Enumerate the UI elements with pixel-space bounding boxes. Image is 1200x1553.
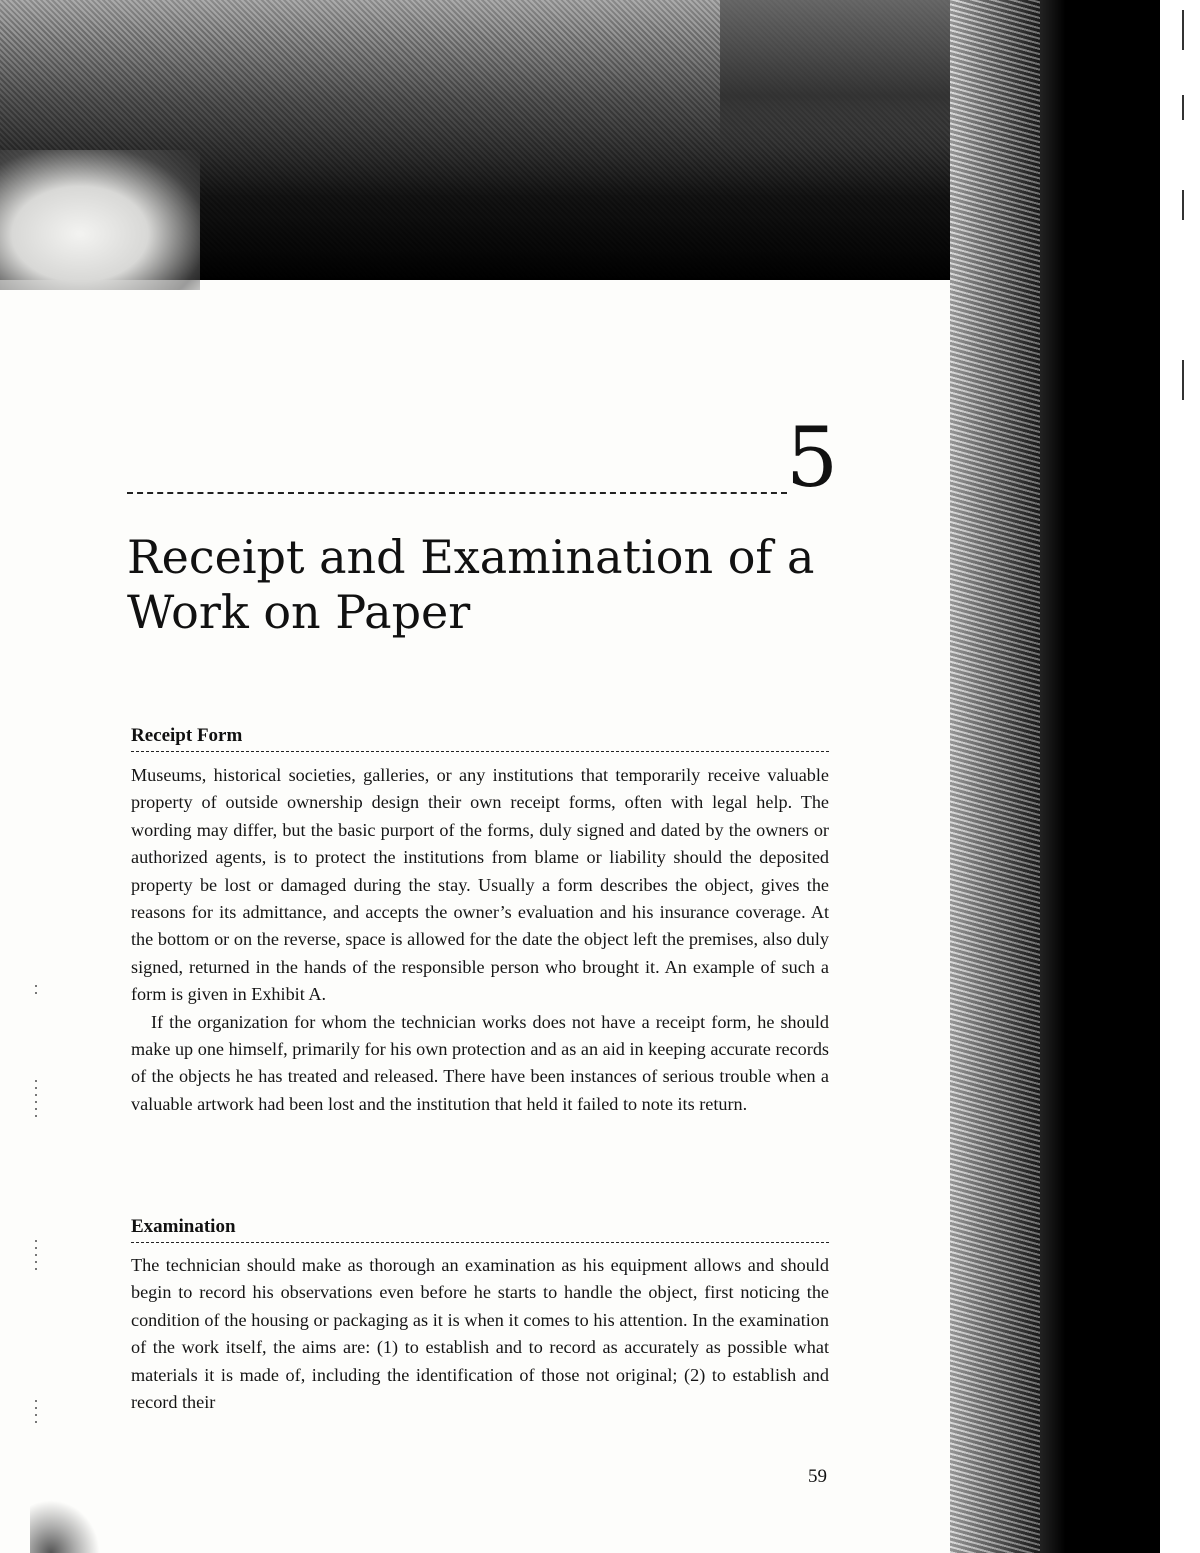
paragraph: If the organization for whom the technician works does not have a receipt form, he should make up one himself, primarily for his own protection and as an aid in keeping accurate records of the objects he has treated and released. There have been instances of serious trouble when a valuable artwork had been lost and the institution that held it failed to note its return. bbox=[131, 1011, 829, 1114]
chapter-rule bbox=[127, 492, 787, 494]
scan-smudge bbox=[30, 1500, 100, 1553]
margin-tick bbox=[1182, 360, 1184, 400]
section-heading-examination: Examination bbox=[131, 1216, 829, 1243]
right-margin bbox=[1160, 0, 1200, 1553]
chapter-title-line1: Receipt and Examination of a bbox=[127, 530, 815, 584]
chapter-number: 5 bbox=[786, 411, 839, 506]
margin-speck bbox=[35, 1240, 37, 1270]
margin-tick bbox=[1182, 190, 1184, 220]
scanner-shadow-right bbox=[950, 0, 1160, 1553]
margin-speck bbox=[35, 1400, 37, 1428]
section-body-receipt-form bbox=[131, 762, 829, 1118]
paragraph: The technician should make as thorough an examination as his equipment allows and should begin to record his observations even before he starts to handle the object, first noticing the condition of the housing or packaging as it is when it comes to his attention. In the examination of the work itself, the aims are: (1) to establish and to record as accurately as possible what materials it is made of, including the identification of those not original; (2) to establish and record their bbox=[131, 1255, 829, 1413]
page-number: 59 bbox=[808, 1466, 827, 1487]
chapter-title bbox=[127, 530, 847, 640]
chapter-title-line2: Work on Paper bbox=[127, 585, 471, 639]
margin-speck bbox=[35, 985, 37, 999]
margin-tick bbox=[1182, 10, 1184, 50]
paragraph: Museums, historical societies, galleries, or any institutions that temporarily receive valuable property of outside ownership design their own receipt forms, often with legal help. The wording may differ, but the basic purport of the forms, duly signed and dated by the owners or authorized agents, is to protect the institutions from blame or liability should the deposited property be lost or damaged during the stay. Usually a form describes the object, gives the reasons for its admittance, and accepts the owner’s evaluation and his insurance coverage. At the bottom or on the reverse, space is allowed for the date the object left the premises, also duly signed, returned in the hands of the responsible person who brought it. An example of such a form is given in Exhibit A. bbox=[131, 765, 829, 1005]
section-body-examination bbox=[131, 1252, 829, 1416]
section-heading-receipt-form: Receipt Form bbox=[131, 725, 829, 752]
scanner-light-patch bbox=[0, 150, 200, 290]
margin-tick bbox=[1182, 95, 1184, 120]
margin-speck bbox=[35, 1080, 37, 1120]
